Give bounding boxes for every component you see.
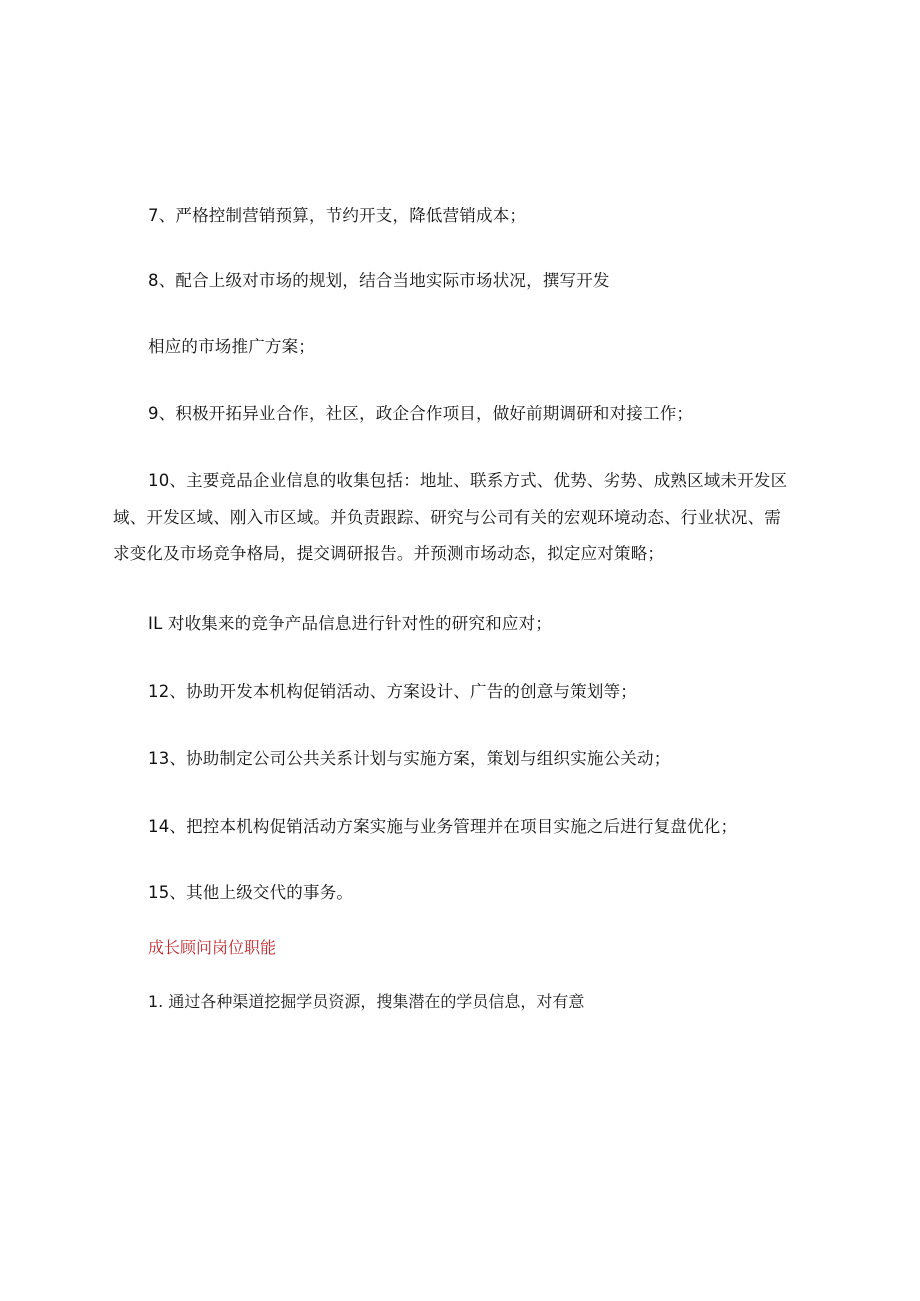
duty-item-8: 8、配合上级对市场的规划，结合当地实际市场状况，撰写开发 (148, 271, 610, 290)
section-heading: 成长顾问岗位职能 (148, 938, 277, 957)
duty-item-7: 7、严格控制营销预算，节约开支，降低营销成本； (148, 206, 527, 225)
duty-item-15: 15、其他上级交代的事务。 (148, 883, 354, 902)
duty-item-11: IL 对收集来的竞争产品信息进行针对性的研究和应对； (148, 614, 553, 633)
duty-item-12: 12、协助开发本机构促销活动、方案设计、广告的创意与策划等； (148, 682, 637, 701)
section-item-1: 1. 通过各种渠道挖掘学员资源，搜集潜在的学员信息，对有意 (148, 992, 585, 1011)
duty-item-13: 13、协助制定公司公共关系计划与实施方案，策划与组织实施公关动； (148, 749, 671, 768)
duty-item-10-line-2: 域、开发区域、刚入市区域。并负责跟踪、研究与公司有关的宏观环境动态、行业状况、需 (113, 507, 781, 527)
duty-item-10-line-3: 求变化及市场竞争格局，提交调研报告。并预测市场动态，拟定应对策略； (113, 544, 665, 563)
duty-item-9: 9、积极开拓异业合作，社区，政企合作项目，做好前期调研和对接工作； (148, 404, 694, 423)
duty-item-10 (113, 463, 788, 573)
duty-item-8-continued: 相应的市场推广方案； (148, 337, 315, 356)
duty-item-10-line-1: 10、主要竞品企业信息的收集包括：地址、联系方式、优势、劣势、成熟区域未开发区 (148, 471, 788, 490)
duty-item-14: 14、把控本机构促销活动方案实施与业务管理并在项目实施之后进行复盘优化； (148, 817, 738, 836)
